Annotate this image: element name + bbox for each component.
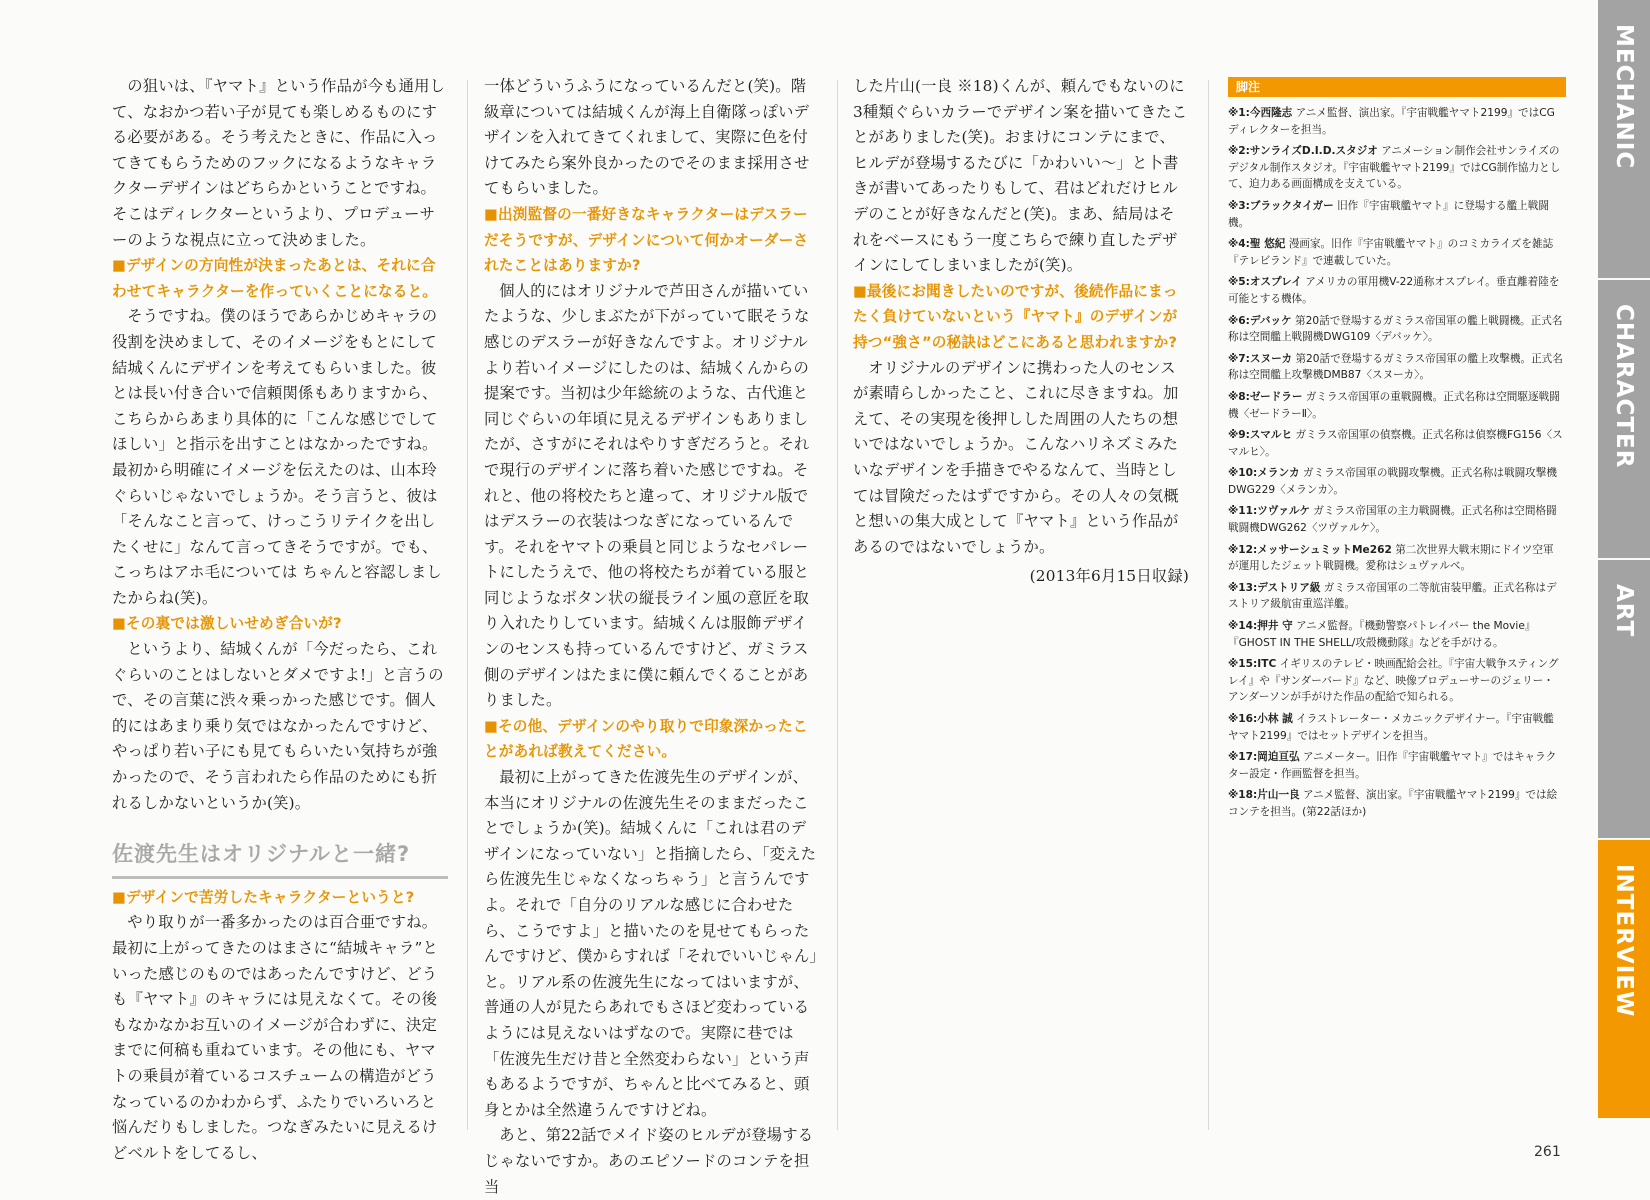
- footnote-item: [1228, 236, 1564, 269]
- footnote-text: ガミラス帝国軍の重戦闘機。正式名称は空間駆逐戦闘機〈ゼードラーⅡ〉。: [1228, 390, 1560, 420]
- footnote-list: [1228, 105, 1564, 821]
- body-paragraph: やり取りが一番多かったのは百合亜ですね。最初に上がってきたのはまさに“結城キャラ”といった感じのものではあったんですけど、どうも『ヤマト』のキャラには見えなくて。その後もなかなかお互いのイメージが合わずに、決定までに何稿も重ねています。その他にも、ヤマトの乗員が着ているコスチュームの構造がどうなっているのかわからず、ふたりでいろいろと悩んだりもしました。つなぎみたいに見えるけどベルトをしてるし、: [112, 913, 438, 1162]
- footnote-key: ※11:ツヴァルケ: [1228, 505, 1310, 518]
- section-heading: 佐渡先生はオリジナルと一緒?: [112, 842, 448, 879]
- body-paragraph: した片山(一良 ※18)くんが、頼んでもないのに3種類ぐらいカラーでデザイン案を描いてきたことがありました(笑)。おまけにコンテにまで、ヒルデが登場するたびに「かわいい〜」と卜書きが書いてあったりもして、君はどれだけヒルデのことが好きなんだと(笑)。まあ、結局はそれをベースにもう一度こちらで練り直したデザインにしてしまいましたが(笑)。: [853, 77, 1188, 275]
- interview-question: ■最後にお聞きしたいのですが、後続作品にまったく負けていないという『ヤマト』のデザインが持つ“強さ”の秘訣はどこにあると思われますか?: [853, 282, 1178, 351]
- footnote-key: ※5:オスプレイ: [1228, 276, 1302, 289]
- column-divider: [467, 80, 468, 1130]
- tab-label: CHARACTER: [1611, 304, 1637, 469]
- tab-art: [1598, 560, 1650, 838]
- footnote-key: ※9:スマルヒ: [1228, 429, 1293, 442]
- footnote-item: [1228, 389, 1564, 422]
- footnote-text: ガミラス帝国軍の戦闘攻撃機。正式名称は戦闘攻撃機DWG229〈メランカ〉。: [1228, 467, 1557, 496]
- footnote-text: アニメ監督、演出家。『宇宙戦艦ヤマト2199』ではCGディレクターを担当。: [1228, 107, 1555, 136]
- footnote-text: 旧作『宇宙戦艦ヤマト』に登場する艦上戦闘機。: [1228, 199, 1549, 229]
- body-paragraph: そうですね。僕のほうであらかじめキャラの役割を決めまして、そのイメージをもとにして結城くんにデザインを考えてもらいました。彼とは長い付き合いで信頼関係もありますから、こちらからあまり具体的に「こんな感じでしてほしい」と指示を出すことはなかったですね。最初から明確にイメージを伝えたのは、山本玲ぐらいじゃないでしょうか。そう言うと、彼は「そんなこと言って、けっこうリテイクを出したくせに」なんて言ってきそうですが。でも、こっちはアホ毛については ちゃんと容認しましたからね(笑)。: [112, 307, 442, 607]
- footnote-key: ※16:小林 誠: [1228, 713, 1293, 725]
- footnote-key: ※4:聖 悠紀: [1228, 238, 1286, 251]
- footnote-key: ※3:ブラックタイガー: [1228, 199, 1334, 212]
- page-number: 261: [1534, 1144, 1561, 1160]
- section-tabs: [1598, 0, 1650, 1120]
- footnote-key: ※14:押井 守: [1228, 620, 1293, 633]
- body-paragraph: オリジナルのデザインに携わった人のセンスが素晴らしかったこと、これに尽きますね。加えて、その実現を後押しした周囲の人たちの想いではないでしょうか。こんなハリネズミみたいなデザインを手描きでやるなんて、当時としては冒険だったはずですから。その人々の気概と想いの集大成として『ヤマト』という作品があるのではないでしょうか。: [853, 358, 1179, 556]
- footnote-key: ※17:岡迫亘弘: [1228, 751, 1300, 764]
- tab-label: ART: [1611, 584, 1637, 638]
- tab-label: MECHANIC: [1611, 24, 1637, 170]
- footnote-text: ガミラス帝国軍の主力戦闘機。正式名称は空間格闘戦闘機DWG262〈ツヴァルケ〉。: [1228, 505, 1557, 535]
- footnote-text: ガミラス帝国軍の偵察機。正式名称は偵察機FG156〈スマルヒ〉。: [1228, 429, 1563, 458]
- footnote-text: アニメ監督。『機動警察パトレイバー the Movie』『GHOST IN THE SHELL/攻殻機動隊』などを手がける。: [1228, 620, 1536, 649]
- footnote-key: ※13:デストリア級: [1228, 581, 1321, 594]
- interview-question: ■その裏では激しいせめぎ合いが?: [112, 615, 342, 633]
- body-paragraph: の狙いは、『ヤマト』という作品が今も通用して、なおかつ若い子が見ても楽しめるものにする必要がある。そう考えたときに、作品に入ってきてもらうためのフックになるようなキャラクターデザインはどちらかということですね。そこはディレクターというより、プロデューサーのような視点に立って決めました。: [112, 77, 446, 249]
- footnote-text: 漫画家。旧作『宇宙戦艦ヤマト』のコミカライズを雑誌『テレビランド』で連載していた。: [1228, 238, 1554, 267]
- text-column-3: [853, 74, 1189, 590]
- body-paragraph: 個人的にはオリジナルで芦田さんが描いていたような、少しまぶたが下がっていて眠そうな感じのデスラーが好きなんですよ。オリジナルより若いイメージにしたのは、結城くんからの提案です。当初は少年総統のような、古代進と同じぐらいの年頃に見えるデザインもありましたが、さすがにそれはやりすぎだろうと。それで現行のデザインに落ち着いた感じですね。それと、他の将校たちと違って、オリジナル版ではデスラーの衣装はつなぎになっているんです。それをヤマトの乗員と同じようなセパレートにしたうえで、他の将校たちが着ている服と同じようなボタン状の縦長ライン風の意匠を取り入れたりしています。結城くんは服飾デザインのセンスも持っているんですけど、ガミラス側のデザインはたまに僕に頼んでくることがありました。: [484, 281, 810, 710]
- footnote-key: ※15:ITC: [1228, 658, 1277, 671]
- footnote-text: 第20話で登場するガミラス帝国軍の艦上戦闘機。正式名称は空間艦上戦闘機DWG109〈デバッケ〉。: [1228, 314, 1563, 344]
- footnote-key: ※2:サンライズD.I.D.スタジオ: [1228, 145, 1378, 158]
- body-paragraph: 一体どういうふうになっているんだと(笑)。階級章については結城くんが海上自衛隊っぽいデザインを入れてきてくれまして、実際に色を付けてみたら案外良かったのでそのまま採用させてもらいました。: [484, 77, 810, 198]
- tab-character: [1598, 280, 1650, 558]
- tab-mechanic: [1598, 0, 1650, 278]
- body-paragraph: というより、結城くんが「今だったら、これぐらいのことはしないとダメですよ!」と言うので、その言葉に渋々乗っかった感じです。個人的にはあまり乗り気ではなかったんですけど、やっぱり若い子にも見てもらいたい気持ちが強かったので、そう言われたら作品のためにも折れるしかないというか(笑)。: [112, 640, 444, 812]
- footnote-item: [1228, 503, 1564, 536]
- footnote-text: 第20話で登場するガミラス帝国軍の艦上攻撃機。正式名称は空間艦上攻撃機DMB87〈スヌーカ〉。: [1228, 352, 1563, 382]
- footnote-text: イラストレーター・メカニックデザイナー。『宇宙戦艦ヤマト2199』ではセットデザインを担当。: [1228, 713, 1554, 742]
- footnote-text: 第二次世界大戦末期にドイツ空軍が運用したジェット戦闘機。愛称はシュヴァルベ。: [1228, 543, 1554, 573]
- footnote-item: [1228, 351, 1564, 384]
- interview-question: ■出渕監督の一番好きなキャラクターはデスラーだそうですが、デザインについて何かオーダーされたことはありますか?: [484, 205, 809, 275]
- footnote-item: [1228, 313, 1564, 346]
- body-paragraph: 最初に上がってきた佐渡先生のデザインが、本当にオリジナルの佐渡先生そのままだったことでしょうか(笑)。結城くんに「これは君のデザインになっていない」と指摘したら、「変えたら佐渡先生じゃなくなっちゃう」と言うんですよ。それで「自分のリアルな感じに合わせたら、こうですよ」と描いたのを見せてもらったんですけど、僕からすれば「それでいいじゃん」と。リアル系の佐渡先生になってはいますが、普通の人が見たらあれでもさほど変わっているようには見えないはずなので。実際に巷では「佐渡先生だけ昔と全然変わらない」という声もあるようですが、ちゃんと比べてみると、頭身とかは全然違うんですけどね。: [484, 768, 818, 1119]
- footnote-item: [1228, 656, 1564, 706]
- interview-question: ■その他、デザインのやり取りで印象深かったことがあれば教えてください。: [484, 717, 808, 761]
- text-column-2: [484, 74, 820, 1200]
- footnote-text: アニメーター。旧作『宇宙戦艦ヤマト』ではキャラクター設定・作画監督を担当。: [1228, 751, 1557, 780]
- footnote-item: [1228, 618, 1564, 651]
- column-divider: [1208, 80, 1209, 1130]
- footnote-text: ガミラス帝国軍の二等航宙装甲艦。正式名称はデストリア級航宙重巡洋艦。: [1228, 581, 1557, 611]
- footnote-key: ※10:メランカ: [1228, 467, 1300, 480]
- tab-label: INTERVIEW: [1611, 864, 1637, 1018]
- recording-date: (2013年6月15日収録): [1029, 567, 1189, 586]
- footnotes-label: 脚注: [1228, 77, 1566, 97]
- footnote-key: ※8:ゼードラー: [1228, 390, 1303, 403]
- footnote-key: ※18:片山一良: [1228, 789, 1300, 802]
- footnote-item: [1228, 274, 1564, 307]
- footnote-text: イギリスのテレビ・映画配給会社。『宇宙大戦争スティングレイ』や『サンダーバード』など、映像プロデューサーのジェリー・アンダーソンが手がけた作品の配給で知られる。: [1228, 658, 1559, 704]
- body-paragraph: あと、第22話でメイド姿のヒルデが登場するじゃないですか。あのエピソードのコンテを担当: [484, 1126, 814, 1196]
- footnote-key: ※6:デバッケ: [1228, 314, 1292, 327]
- footnote-item: [1228, 542, 1564, 575]
- interview-question: ■デザインで苦労したキャラクターというと?: [112, 888, 415, 906]
- tab-interview: [1598, 840, 1650, 1118]
- footnote-item: [1228, 143, 1564, 193]
- footnote-item: [1228, 787, 1564, 820]
- footnote-item: [1228, 749, 1564, 782]
- footnote-key: ※1:今西隆志: [1228, 107, 1293, 119]
- footnote-item: [1228, 105, 1564, 138]
- footnote-text: アニメーション制作会社サンライズのデジタル制作スタジオ。『宇宙戦艦ヤマト2199』ではCG制作協力として、迫力ある画面構成を支えている。: [1228, 145, 1561, 191]
- footnote-item: [1228, 465, 1564, 498]
- footnote-key: ※12:メッサーシュミットMe262: [1228, 543, 1392, 556]
- interview-question: ■デザインの方向性が決まったあとは、それに合わせてキャラクターを作っていくことになると。: [112, 257, 438, 300]
- footnote-text: アニメ監督、演出家。『宇宙戦艦ヤマト2199』では絵コンテを担当。(第22話ほか): [1228, 789, 1558, 818]
- footnote-item: [1228, 198, 1564, 231]
- column-divider: [837, 80, 838, 1130]
- footnote-item: [1228, 427, 1564, 460]
- footnote-text: アメリカの軍用機V-22通称オスプレイ。垂直離着陸を可能とする機体。: [1228, 276, 1560, 305]
- footnote-key: ※7:スヌーカ: [1228, 352, 1293, 365]
- footnote-item: [1228, 711, 1564, 744]
- footnote-item: [1228, 580, 1564, 613]
- footnotes: [1228, 77, 1564, 826]
- text-column-1: [112, 74, 448, 1166]
